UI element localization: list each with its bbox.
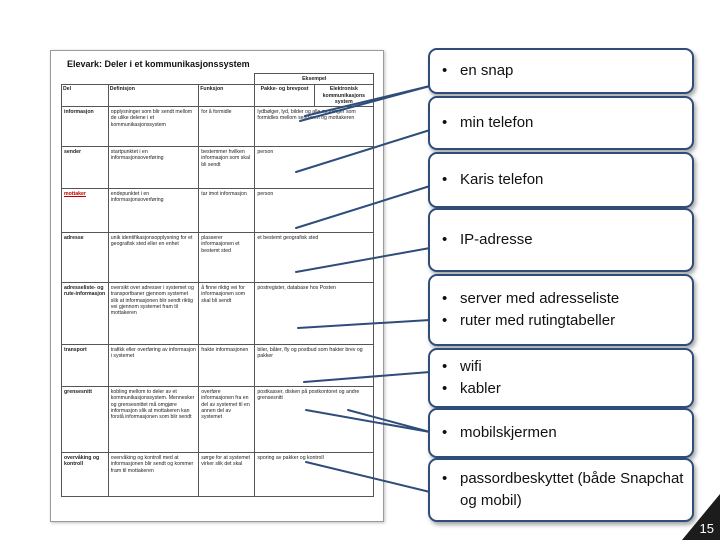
row-function: bestemmer hvilken informasjon som skal bli sendt — [199, 147, 255, 189]
callout-text: ruter med rutingtabeller — [460, 312, 616, 329]
callout-text: en snap — [460, 62, 514, 79]
example-header: Eksempel — [255, 74, 374, 85]
row-term: adresse — [62, 233, 109, 283]
connector-line — [296, 130, 430, 172]
row-definition: endepunktet i en informasjonsoverføring — [108, 189, 198, 233]
callout-box-4 — [428, 208, 694, 272]
connector-line — [296, 186, 430, 228]
row-function: tar imot informasjon — [199, 189, 255, 233]
column-header: Definisjon — [108, 85, 198, 107]
connector-line — [296, 248, 430, 272]
row-definition: unik identifikasjonsopplysning for et geografisk sted eller en enhet — [108, 233, 198, 283]
connector-line — [306, 462, 430, 492]
row-example: postregister, database hos Posten — [255, 283, 374, 345]
column-header: Funksjon — [199, 85, 255, 107]
bullet-icon: • — [442, 312, 448, 329]
callout-text: Karis telefon — [460, 171, 544, 188]
callout-box-8 — [428, 458, 694, 522]
callout-text: min telefon — [460, 114, 534, 131]
callout-text: server med adresseliste — [460, 290, 620, 307]
page-number: 15 — [699, 521, 714, 536]
column-header: Elektronisk kommunikasjons system — [314, 85, 373, 107]
callout-text: mobilskjermen — [460, 424, 557, 441]
connector-line — [298, 320, 430, 328]
column-header: Del — [62, 85, 109, 107]
row-function: å finne riktig vei for informasjonen som skal bli sendt — [199, 283, 255, 345]
row-example: person — [255, 147, 374, 189]
row-example: postkasser, disken på postkontoret og andre grensesnitt — [255, 387, 374, 453]
row-term: sender — [62, 147, 109, 189]
callout-box-7 — [428, 408, 694, 458]
row-function: frakte informasjonen — [199, 345, 255, 387]
callout-box-6 — [428, 348, 694, 408]
callout-text: wifi — [460, 358, 482, 375]
connector-line — [306, 410, 430, 432]
row-definition: opplysninger som blir sendt mellom de ulike delene i et kommunikasjonssystem — [108, 107, 198, 147]
callout-box-5 — [428, 274, 694, 346]
row-term: transport — [62, 345, 109, 387]
row-term: adresseliste- og rute-informasjon — [62, 283, 109, 345]
callout-text: kabler — [460, 380, 501, 397]
bullet-icon: • — [442, 470, 448, 487]
row-example: lydbølger, lyd, bilder og alle meldinger som formidles mellom senderen og mottakeren — [255, 107, 374, 147]
callout-text: passordbeskyttet (både Snapchat og mobil) — [460, 470, 684, 509]
row-definition: overvåking og kontroll med at informasjonen blir sendt og kommer fram til mottakeren — [108, 453, 198, 497]
bullet-icon: • — [442, 290, 448, 307]
row-definition: kobling mellom to deler av et kommunikasjonssystem. Mennesker og grensesnittet må omgjøre informasjon slik at mottakeren kan forstå informasjonen som blir sendt — [108, 387, 198, 453]
callout-text: IP-adresse — [460, 231, 533, 248]
row-function: plasserer informasjonen et bestemt sted — [199, 233, 255, 283]
row-definition: startpunktet i en informasjonsoverføring — [108, 147, 198, 189]
connector-line — [304, 372, 430, 382]
row-function: for å formidle — [199, 107, 255, 147]
row-term: informasjon — [62, 107, 109, 147]
callout-box-1 — [428, 48, 694, 94]
row-function: overføre informasjonen fra en del av systemet til en annen del av systemet — [199, 387, 255, 453]
row-definition: oversikt over adresser i systemet og transportbaner gjennom systemet slik at informasjonen blir sendt riktig vei gjennom systemet fram til mottakeren — [108, 283, 198, 345]
column-header: Pakke- og brevpost — [255, 85, 314, 107]
row-example: et bestemt geografisk sted — [255, 233, 374, 283]
bullet-icon: • — [442, 114, 448, 131]
row-term-text: mottaker — [64, 191, 86, 198]
connector-line — [300, 86, 430, 121]
row-example: person — [255, 189, 374, 233]
row-term: grensesnitt — [62, 387, 109, 453]
bullet-icon: • — [442, 380, 448, 397]
row-example: sporing av pakker og kontroll — [255, 453, 374, 497]
callout-box-3 — [428, 152, 694, 208]
bullet-icon: • — [442, 358, 448, 375]
row-definition: trafikk eller overføring av informasjon i systemet — [108, 345, 198, 387]
bullet-icon: • — [442, 231, 448, 248]
bullet-icon: • — [442, 62, 448, 79]
bullet-icon: • — [442, 424, 448, 441]
bullet-icon: • — [442, 171, 448, 188]
row-term: overvåking og kontroll — [62, 453, 109, 497]
connector-line — [348, 410, 430, 432]
worksheet-title: Elevark: Deler i et kommunikasjonssystem — [67, 59, 250, 69]
row-example: biler, båter, fly og postbud som frakter brev og pakker — [255, 345, 374, 387]
callout-box-2 — [428, 96, 694, 150]
row-function: sørge for at systemet virker slik det skal — [199, 453, 255, 497]
